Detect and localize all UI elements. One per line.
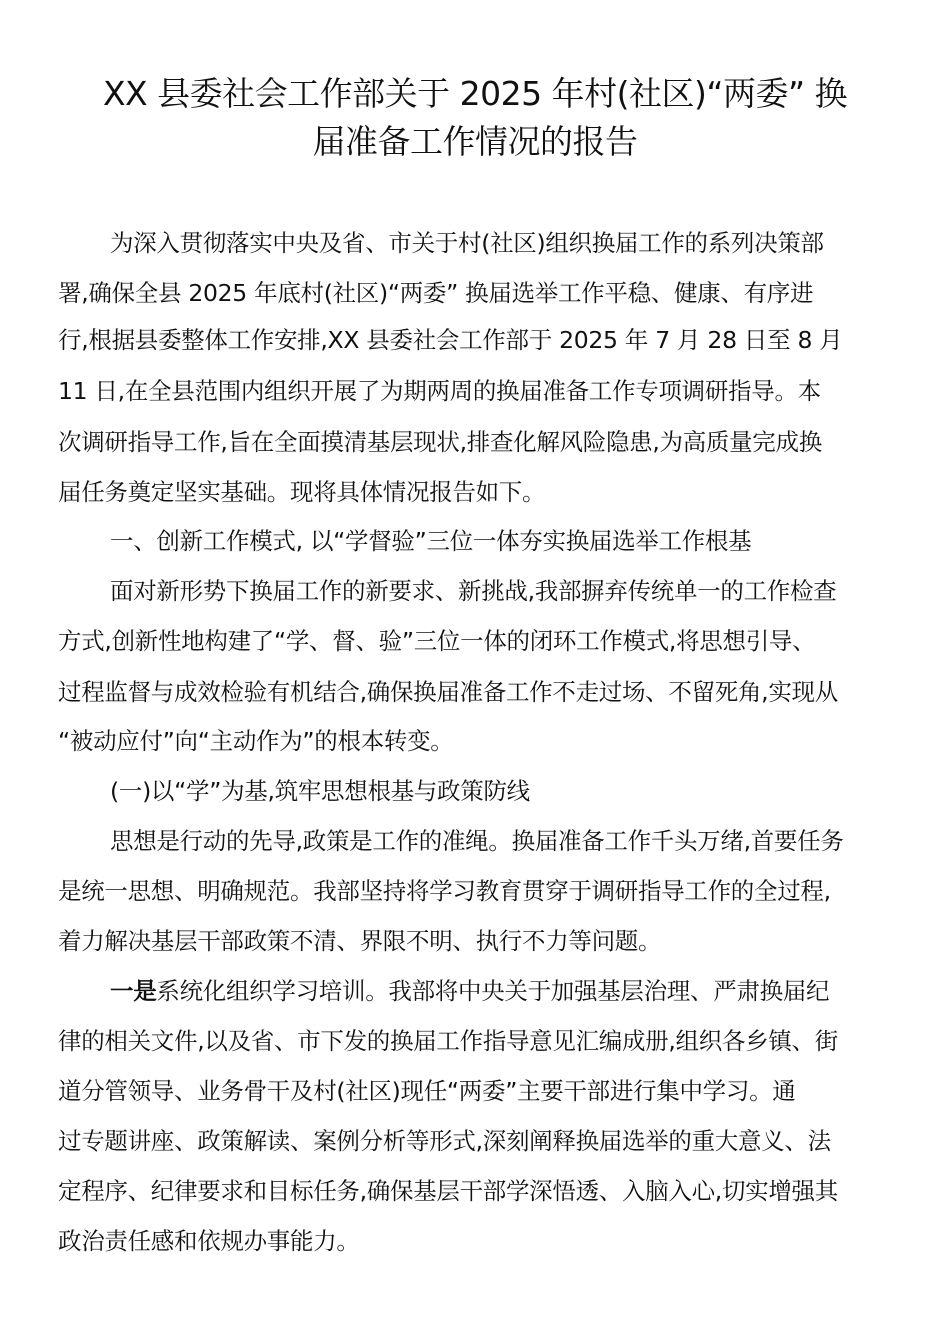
body-line: 届任务奠定坚实基础。现将具体情况报告如下。 <box>58 478 546 506</box>
body-line: 道分管领导、业务骨干及村(社区)现任“两委”主要干部进行集中学习。通 <box>58 1077 796 1105</box>
document-title-line-2: 届准备工作情况的报告 <box>312 122 638 161</box>
body-line: 过专题讲座、政策解读、案例分析等形式,深刻阐释换届选举的重大意义、法 <box>58 1127 831 1155</box>
body-text: 系统化组织学习培训。我部将中央关于加强基层治理、严肃换届纪 <box>156 977 830 1005</box>
body-line: 着力解决基层干部政策不清、界限不明、执行不力等问题。 <box>58 927 662 955</box>
body-line: 律的相关文件,以及省、市下发的换届工作指导意见汇编成册,组织各乡镇、街 <box>58 1027 838 1055</box>
bold-prefix: 一是 <box>110 977 157 1005</box>
body-line: 过程监督与成效检验有机结合,确保换届准备工作不走过场、不留死角,实现从 <box>58 678 838 706</box>
body-line: 署,确保全县 2025 年底村(社区)“两委” 换届选举工作平稳、健康、有序进 <box>58 279 814 307</box>
body-line-with-bold-prefix <box>110 972 829 1006</box>
subsection-heading-1: (一)以“学”为基,筑牢思想根基与政策防线 <box>110 777 530 805</box>
body-line: 次调研指导工作,旨在全面摸清基层现状,排查化解风险隐患,为高质量完成换 <box>58 428 822 456</box>
section-heading-1: 一、创新工作模式, 以“学督验”三位一体夯实换届选举工作根基 <box>110 527 752 555</box>
body-line: 思想是行动的先导,政策是工作的准绳。换届准备工作千头万绪,首要任务 <box>110 827 844 855</box>
document-title-line-1: XX 县委社会工作部关于 2025 年村(社区)“两委” 换 <box>102 74 848 113</box>
body-line: 行,根据县委整体工作安排,XX 县委社会工作部于 2025 年 7 月 28 日至 8 月 <box>58 326 843 354</box>
body-line: 是统一思想、明确规范。我部坚持将学习教育贯穿于调研指导工作的全过程, <box>58 877 831 905</box>
body-line: 11 日,在全县范围内组织开展了为期两周的换届准备工作专项调研指导。本 <box>58 377 821 405</box>
body-line: 方式,创新性地构建了“学、督、验”三位一体的闭环工作模式,将思想引导、 <box>58 627 816 655</box>
body-line: “被动应付”向“主动作为”的根本转变。 <box>58 727 454 755</box>
body-line: 政治责任感和依规办事能力。 <box>58 1227 360 1255</box>
body-line: 面对新形势下换届工作的新要求、新挑战,我部摒弃传统单一的工作检查 <box>110 577 837 605</box>
body-line: 定程序、纪律要求和目标任务,确保基层干部学深悟透、入脑入心,切实增强其 <box>58 1177 838 1205</box>
body-line: 为深入贯彻落实中央及省、市关于村(社区)组织换届工作的系列决策部 <box>110 229 824 257</box>
